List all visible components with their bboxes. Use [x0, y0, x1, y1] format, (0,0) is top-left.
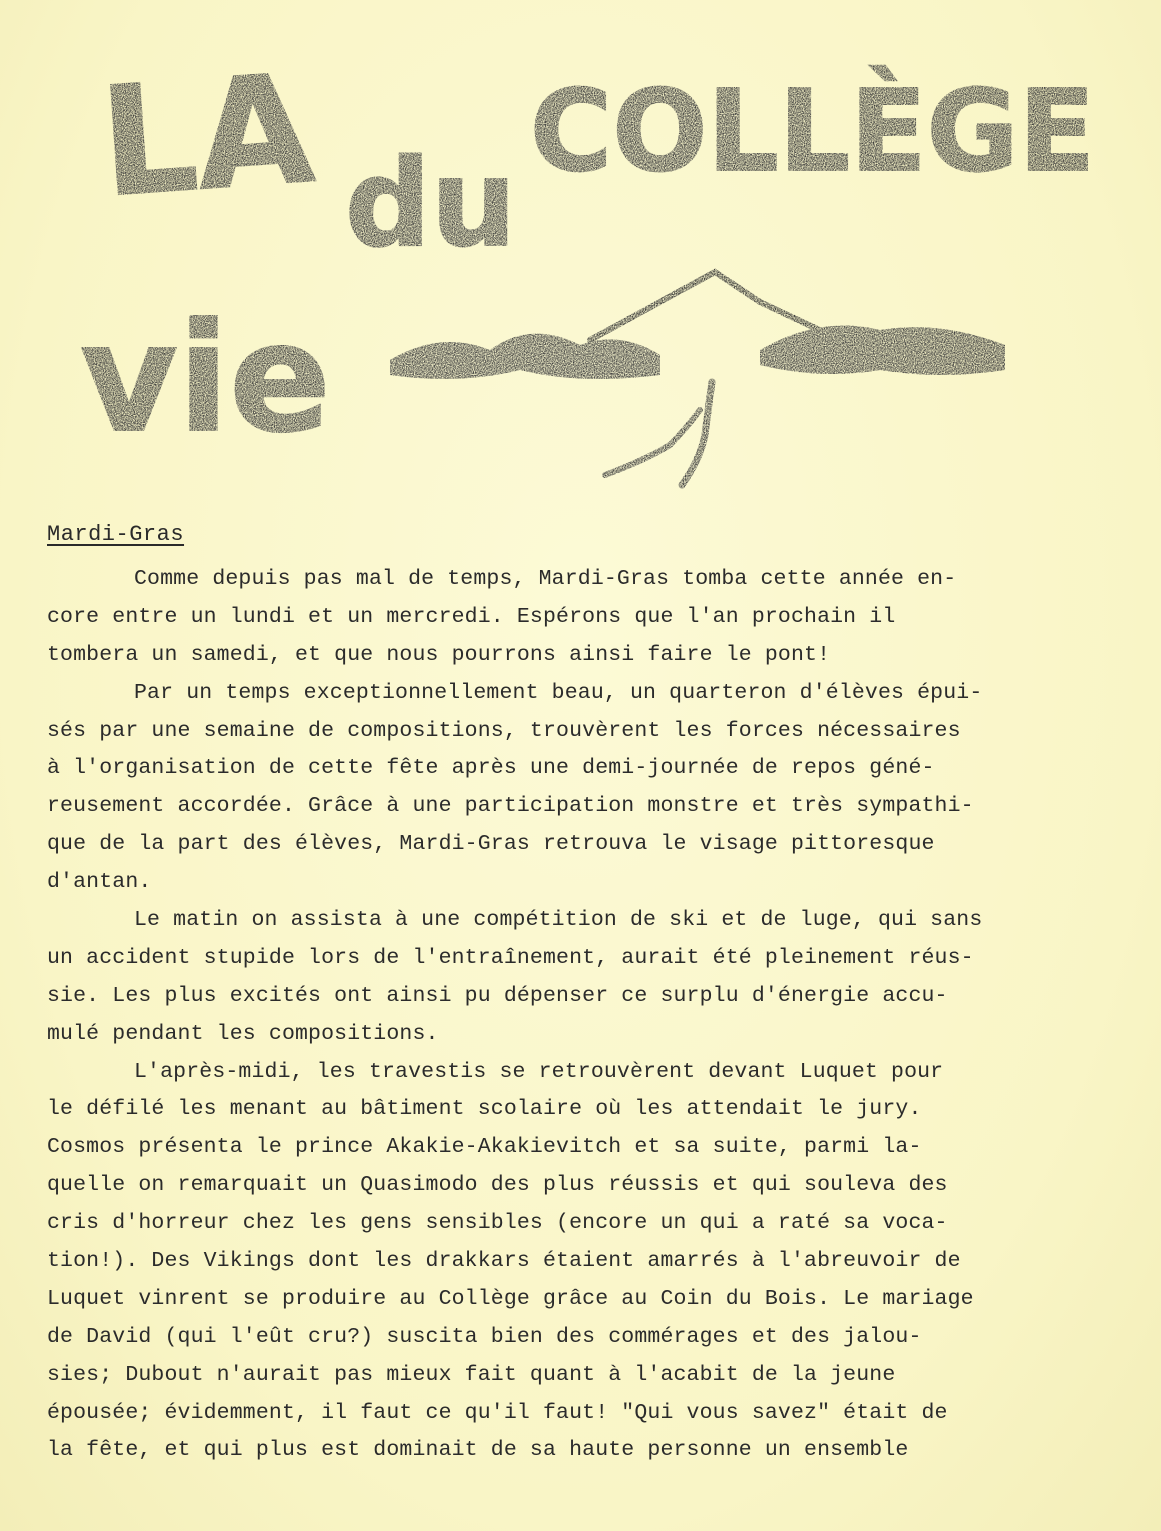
- article-line: tombera un samedi, et que nous pourrons ainsi faire le pont!: [47, 642, 831, 667]
- article-line: le défilé les menant au bâtiment scolaire où les attendait le jury.: [47, 1097, 922, 1122]
- article-line: épousée; évidemment, il faut ce qu'il faut! "Qui vous savez" était de: [47, 1400, 948, 1425]
- article-line: cris d'horreur chez les gens sensibles (encore un qui a raté sa voca-: [47, 1211, 948, 1236]
- article-line: d'antan.: [47, 870, 152, 895]
- article-line: sie. Les plus excités ont ainsi pu dépenser ce surplu d'énergie accu-: [47, 983, 948, 1008]
- article-body: [47, 561, 1127, 1470]
- article-line: à l'organisation de cette fête après une demi-journée de repos géné-: [47, 756, 935, 781]
- article-line: de David (qui l'eût cru?) suscita bien des commérages et des jalou-: [47, 1324, 922, 1349]
- article-line: que de la part des élèves, Mardi-Gras retrouva le visage pittoresque: [47, 832, 935, 857]
- article-line: core entre un lundi et un mercredi. Espérons que l'an prochain il: [47, 604, 896, 629]
- mountain-drawing: [390, 272, 1005, 485]
- article-line: mulé pendant les compositions.: [47, 1021, 439, 1046]
- article-line: sés par une semaine de compositions, trouvèrent les forces nécessaires: [47, 718, 961, 743]
- article-line: un accident stupide lors de l'entraînement, aurait été pleinement réus-: [47, 945, 974, 970]
- article-line: la fête, et qui plus est dominait de sa haute personne un ensemble: [47, 1438, 909, 1463]
- masthead-du: du: [345, 135, 517, 274]
- masthead-la: LA: [95, 42, 319, 231]
- article-line: tion!). Des Vikings dont les drakkars étaient amarrés à l'abreuvoir de: [47, 1249, 961, 1274]
- masthead-illustration: [60, 40, 1110, 520]
- article-line: quelle on remarquait un Quasimodo des plus réussis et qui souleva des: [47, 1173, 948, 1198]
- article-line: sies; Dubout n'aurait pas mieux fait quant à l'acabit de la jeune: [47, 1362, 896, 1387]
- article-line: reusement accordée. Grâce à une participation monstre et très sympathi-: [47, 794, 974, 819]
- article-line: Le matin on assista à une compétition de ski et de luge, qui sans: [134, 908, 983, 933]
- masthead-college: COLLÈGE: [530, 67, 1096, 197]
- article-line: L'après-midi, les travestis se retrouvèrent devant Luquet pour: [134, 1059, 944, 1084]
- article-line: Cosmos présenta le prince Akakie-Akakievitch et sa suite, parmi la-: [47, 1135, 922, 1160]
- article-line: Luquet vinrent se produire au Collège grâce au Coin du Bois. Le mariage: [47, 1286, 974, 1311]
- masthead-vie: vie: [80, 292, 331, 466]
- article-line: Comme depuis pas mal de temps, Mardi-Gras tomba cette année en-: [134, 567, 957, 591]
- article-heading: Mardi-Gras: [47, 522, 185, 547]
- article-line: Par un temps exceptionnellement beau, un quarteron d'élèves épui-: [134, 680, 983, 705]
